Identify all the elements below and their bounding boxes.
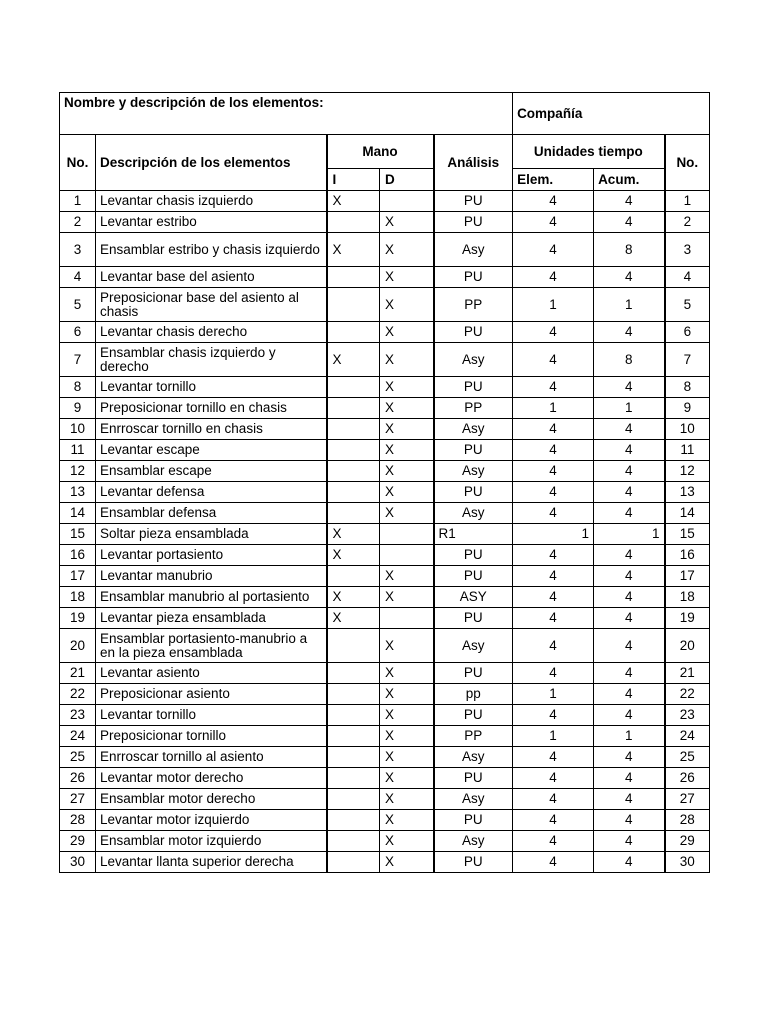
- table-row: [60, 747, 710, 768]
- row-description: Preposicionar base del asiento al chasis: [96, 288, 327, 322]
- row-mano-i: [327, 461, 380, 482]
- row-mano-d: X: [380, 419, 434, 440]
- elements-table: [59, 92, 710, 873]
- header-description: Descripción de los elementos: [96, 135, 327, 191]
- row-analisis: PU: [434, 545, 513, 566]
- header-analisis: Análisis: [434, 135, 513, 191]
- row-mano-d: X: [380, 322, 434, 343]
- row-analisis: PU: [434, 608, 513, 629]
- row-number-right: 2: [665, 212, 710, 233]
- row-elem: 4: [513, 608, 594, 629]
- row-number: 6: [60, 322, 96, 343]
- row-mano-d: X: [380, 461, 434, 482]
- table-row: [60, 440, 710, 461]
- row-mano-d: X: [380, 566, 434, 587]
- row-number: 26: [60, 768, 96, 789]
- row-mano-d: X: [380, 377, 434, 398]
- table-row: [60, 461, 710, 482]
- form-title: Nombre y descripción de los elementos:: [60, 93, 513, 135]
- row-description: Ensamblar motor izquierdo: [96, 831, 327, 852]
- row-number: 1: [60, 191, 96, 212]
- row-mano-i: [327, 768, 380, 789]
- table-row: [60, 852, 710, 873]
- row-description: Levantar portasiento: [96, 545, 327, 566]
- row-mano-i: [327, 288, 380, 322]
- row-mano-i: [327, 322, 380, 343]
- row-number-right: 27: [665, 789, 710, 810]
- row-analisis: PU: [434, 440, 513, 461]
- header-no: No.: [60, 135, 96, 191]
- row-mano-d: X: [380, 852, 434, 873]
- row-description: Levantar tornillo: [96, 377, 327, 398]
- row-mano-i: [327, 377, 380, 398]
- row-description: Ensamblar escape: [96, 461, 327, 482]
- row-number-right: 6: [665, 322, 710, 343]
- row-analisis: PU: [434, 322, 513, 343]
- row-acum: 4: [594, 852, 665, 873]
- row-description: Levantar chasis izquierdo: [96, 191, 327, 212]
- row-elem: 4: [513, 440, 594, 461]
- row-elem: 4: [513, 629, 594, 663]
- row-elem: 4: [513, 831, 594, 852]
- row-acum: 1: [594, 524, 665, 545]
- row-elem: 4: [513, 663, 594, 684]
- row-number: 25: [60, 747, 96, 768]
- row-analisis: Asy: [434, 419, 513, 440]
- row-mano-d: X: [380, 503, 434, 524]
- row-number-right: 9: [665, 398, 710, 419]
- row-mano-i: [327, 705, 380, 726]
- row-description: Enrroscar tornillo al asiento: [96, 747, 327, 768]
- row-mano-d: X: [380, 705, 434, 726]
- row-description: Levantar asiento: [96, 663, 327, 684]
- row-number: 2: [60, 212, 96, 233]
- row-number: 24: [60, 726, 96, 747]
- row-acum: 4: [594, 587, 665, 608]
- row-mano-d: X: [380, 398, 434, 419]
- row-mano-i: [327, 419, 380, 440]
- row-number: 8: [60, 377, 96, 398]
- row-number: 4: [60, 267, 96, 288]
- row-description: Preposicionar tornillo en chasis: [96, 398, 327, 419]
- row-description: Levantar manubrio: [96, 566, 327, 587]
- row-description: Ensamblar manubrio al portasiento: [96, 587, 327, 608]
- row-description: Preposicionar tornillo: [96, 726, 327, 747]
- row-number-right: 14: [665, 503, 710, 524]
- row-number-right: 8: [665, 377, 710, 398]
- row-analisis: Asy: [434, 233, 513, 267]
- row-number: 30: [60, 852, 96, 873]
- row-analisis: Asy: [434, 503, 513, 524]
- row-mano-d: X: [380, 440, 434, 461]
- table-row: [60, 233, 710, 267]
- row-mano-i: [327, 663, 380, 684]
- row-mano-d: X: [380, 747, 434, 768]
- header-acum: Acum.: [594, 169, 665, 191]
- row-mano-i: [327, 747, 380, 768]
- row-mano-i: [327, 440, 380, 461]
- header-no-right: No.: [665, 135, 710, 191]
- row-acum: 8: [594, 343, 665, 377]
- row-number: 17: [60, 566, 96, 587]
- row-elem: 1: [513, 684, 594, 705]
- row-number: 28: [60, 810, 96, 831]
- row-mano-d: [380, 608, 434, 629]
- row-mano-i: [327, 789, 380, 810]
- row-number: 22: [60, 684, 96, 705]
- row-analisis: PP: [434, 726, 513, 747]
- row-description: Levantar pieza ensamblada: [96, 608, 327, 629]
- row-acum: 4: [594, 267, 665, 288]
- table-row: [60, 524, 710, 545]
- table-row: [60, 377, 710, 398]
- row-acum: 4: [594, 322, 665, 343]
- row-description: Ensamblar motor derecho: [96, 789, 327, 810]
- row-elem: 4: [513, 768, 594, 789]
- row-mano-d: X: [380, 343, 434, 377]
- row-mano-i: [327, 629, 380, 663]
- row-elem: 4: [513, 705, 594, 726]
- row-acum: 4: [594, 663, 665, 684]
- row-analisis: PU: [434, 212, 513, 233]
- table-row: [60, 566, 710, 587]
- row-number: 15: [60, 524, 96, 545]
- table-row: [60, 705, 710, 726]
- row-acum: 4: [594, 684, 665, 705]
- row-analisis: Asy: [434, 629, 513, 663]
- header-row: [60, 135, 710, 169]
- row-description: Levantar base del asiento: [96, 267, 327, 288]
- row-mano-i: [327, 398, 380, 419]
- row-elem: 4: [513, 191, 594, 212]
- row-mano-i: [327, 810, 380, 831]
- row-elem: 4: [513, 377, 594, 398]
- row-mano-i: X: [327, 608, 380, 629]
- table-row: [60, 191, 710, 212]
- row-analisis: PP: [434, 288, 513, 322]
- row-number: 18: [60, 587, 96, 608]
- row-number: 21: [60, 663, 96, 684]
- time-study-sheet: [59, 92, 709, 873]
- row-number-right: 5: [665, 288, 710, 322]
- table-row: [60, 629, 710, 663]
- row-mano-i: X: [327, 343, 380, 377]
- row-acum: 4: [594, 747, 665, 768]
- row-number-right: 1: [665, 191, 710, 212]
- row-number: 16: [60, 545, 96, 566]
- row-mano-i: [327, 831, 380, 852]
- row-acum: 1: [594, 398, 665, 419]
- table-row: [60, 608, 710, 629]
- row-acum: 4: [594, 461, 665, 482]
- row-number-right: 13: [665, 482, 710, 503]
- table-row: [60, 482, 710, 503]
- title-row: [60, 93, 710, 135]
- row-number-right: 4: [665, 267, 710, 288]
- row-acum: 4: [594, 191, 665, 212]
- row-number: 27: [60, 789, 96, 810]
- row-number-right: 7: [665, 343, 710, 377]
- row-mano-i: [327, 503, 380, 524]
- row-mano-d: X: [380, 684, 434, 705]
- row-number-right: 12: [665, 461, 710, 482]
- row-mano-i: [327, 212, 380, 233]
- table-row: [60, 267, 710, 288]
- header-mano: Mano: [327, 135, 434, 169]
- row-number-right: 26: [665, 768, 710, 789]
- row-number: 10: [60, 419, 96, 440]
- row-mano-d: X: [380, 233, 434, 267]
- table-row: [60, 789, 710, 810]
- row-elem: 4: [513, 461, 594, 482]
- table-row: [60, 419, 710, 440]
- row-mano-d: [380, 545, 434, 566]
- row-mano-d: X: [380, 482, 434, 503]
- row-description: Soltar pieza ensamblada: [96, 524, 327, 545]
- row-analisis: Asy: [434, 789, 513, 810]
- row-mano-i: X: [327, 587, 380, 608]
- row-number-right: 17: [665, 566, 710, 587]
- table-row: [60, 684, 710, 705]
- row-number-right: 11: [665, 440, 710, 461]
- row-acum: 4: [594, 831, 665, 852]
- row-mano-d: X: [380, 629, 434, 663]
- row-number-right: 16: [665, 545, 710, 566]
- header-elem: Elem.: [513, 169, 594, 191]
- row-analisis: ASY: [434, 587, 513, 608]
- table-row: [60, 212, 710, 233]
- row-acum: 4: [594, 440, 665, 461]
- row-elem: 4: [513, 482, 594, 503]
- row-number: 7: [60, 343, 96, 377]
- row-acum: 4: [594, 419, 665, 440]
- row-mano-d: X: [380, 726, 434, 747]
- table-row: [60, 831, 710, 852]
- row-analisis: R1: [434, 524, 513, 545]
- row-mano-i: [327, 566, 380, 587]
- header-unidades-tiempo: Unidades tiempo: [513, 135, 665, 169]
- row-acum: 4: [594, 629, 665, 663]
- row-acum: 4: [594, 608, 665, 629]
- row-acum: 8: [594, 233, 665, 267]
- header-mano-i: I: [327, 169, 380, 191]
- row-analisis: pp: [434, 684, 513, 705]
- row-mano-i: [327, 267, 380, 288]
- table-row: [60, 768, 710, 789]
- row-acum: 4: [594, 503, 665, 524]
- row-analisis: PU: [434, 705, 513, 726]
- row-elem: 4: [513, 343, 594, 377]
- row-description: Levantar estribo: [96, 212, 327, 233]
- row-acum: 4: [594, 545, 665, 566]
- row-elem: 1: [513, 398, 594, 419]
- row-description: Enrroscar tornillo en chasis: [96, 419, 327, 440]
- row-elem: 1: [513, 726, 594, 747]
- row-mano-d: [380, 191, 434, 212]
- row-mano-d: X: [380, 288, 434, 322]
- row-analisis: Asy: [434, 831, 513, 852]
- row-number-right: 29: [665, 831, 710, 852]
- row-analisis: PU: [434, 663, 513, 684]
- row-description: Ensamblar defensa: [96, 503, 327, 524]
- row-number: 11: [60, 440, 96, 461]
- row-mano-d: [380, 524, 434, 545]
- table-row: [60, 398, 710, 419]
- row-number: 13: [60, 482, 96, 503]
- row-acum: 1: [594, 726, 665, 747]
- row-acum: 1: [594, 288, 665, 322]
- row-mano-i: X: [327, 524, 380, 545]
- row-analisis: Asy: [434, 747, 513, 768]
- row-number: 14: [60, 503, 96, 524]
- table-row: [60, 503, 710, 524]
- row-elem: 4: [513, 810, 594, 831]
- row-description: Ensamblar portasiento-manubrio a en la pieza ensamblada: [96, 629, 327, 663]
- row-number-right: 20: [665, 629, 710, 663]
- row-mano-d: X: [380, 663, 434, 684]
- row-description: Ensamblar chasis izquierdo y derecho: [96, 343, 327, 377]
- row-elem: 4: [513, 587, 594, 608]
- row-number-right: 19: [665, 608, 710, 629]
- row-number: 12: [60, 461, 96, 482]
- row-acum: 4: [594, 810, 665, 831]
- table-row: [60, 322, 710, 343]
- row-number-right: 23: [665, 705, 710, 726]
- table-row: [60, 663, 710, 684]
- row-number-right: 15: [665, 524, 710, 545]
- row-elem: 4: [513, 233, 594, 267]
- row-elem: 4: [513, 212, 594, 233]
- row-acum: 4: [594, 566, 665, 587]
- row-number-right: 25: [665, 747, 710, 768]
- row-analisis: Asy: [434, 343, 513, 377]
- row-mano-d: X: [380, 768, 434, 789]
- row-mano-d: X: [380, 831, 434, 852]
- row-acum: 4: [594, 768, 665, 789]
- row-elem: 1: [513, 288, 594, 322]
- row-number: 5: [60, 288, 96, 322]
- row-number: 3: [60, 233, 96, 267]
- row-mano-d: X: [380, 789, 434, 810]
- table-row: [60, 343, 710, 377]
- row-analisis: PU: [434, 377, 513, 398]
- row-acum: 4: [594, 212, 665, 233]
- row-mano-i: [327, 482, 380, 503]
- company-label: Compañía: [513, 93, 710, 135]
- table-row: [60, 587, 710, 608]
- row-elem: 4: [513, 566, 594, 587]
- row-analisis: PU: [434, 191, 513, 212]
- row-description: Levantar chasis derecho: [96, 322, 327, 343]
- row-elem: 4: [513, 267, 594, 288]
- row-number-right: 18: [665, 587, 710, 608]
- row-acum: 4: [594, 377, 665, 398]
- row-mano-i: X: [327, 191, 380, 212]
- row-mano-i: [327, 852, 380, 873]
- row-number-right: 24: [665, 726, 710, 747]
- row-acum: 4: [594, 789, 665, 810]
- row-number-right: 28: [665, 810, 710, 831]
- row-analisis: PU: [434, 267, 513, 288]
- row-number: 29: [60, 831, 96, 852]
- row-number-right: 3: [665, 233, 710, 267]
- row-elem: 1: [513, 524, 594, 545]
- row-analisis: PU: [434, 852, 513, 873]
- table-row: [60, 288, 710, 322]
- row-analisis: PU: [434, 482, 513, 503]
- row-number: 9: [60, 398, 96, 419]
- row-elem: 4: [513, 852, 594, 873]
- row-description: Levantar escape: [96, 440, 327, 461]
- row-description: Ensamblar estribo y chasis izquierdo: [96, 233, 327, 267]
- row-description: Levantar tornillo: [96, 705, 327, 726]
- row-mano-i: [327, 726, 380, 747]
- row-mano-d: X: [380, 212, 434, 233]
- row-mano-d: X: [380, 810, 434, 831]
- row-number-right: 22: [665, 684, 710, 705]
- row-elem: 4: [513, 322, 594, 343]
- row-number-right: 10: [665, 419, 710, 440]
- row-elem: 4: [513, 789, 594, 810]
- row-elem: 4: [513, 503, 594, 524]
- row-number-right: 30: [665, 852, 710, 873]
- row-mano-i: X: [327, 233, 380, 267]
- table-row: [60, 810, 710, 831]
- row-mano-d: X: [380, 267, 434, 288]
- row-acum: 4: [594, 482, 665, 503]
- row-number: 19: [60, 608, 96, 629]
- row-number: 23: [60, 705, 96, 726]
- header-mano-d: D: [380, 169, 434, 191]
- row-mano-i: [327, 684, 380, 705]
- row-elem: 4: [513, 545, 594, 566]
- row-acum: 4: [594, 705, 665, 726]
- row-analisis: PU: [434, 768, 513, 789]
- row-number-right: 21: [665, 663, 710, 684]
- row-description: Preposicionar asiento: [96, 684, 327, 705]
- row-number: 20: [60, 629, 96, 663]
- row-analisis: PP: [434, 398, 513, 419]
- row-description: Levantar llanta superior derecha: [96, 852, 327, 873]
- row-analisis: PU: [434, 810, 513, 831]
- row-mano-i: X: [327, 545, 380, 566]
- row-elem: 4: [513, 747, 594, 768]
- row-description: Levantar motor izquierdo: [96, 810, 327, 831]
- row-description: Levantar motor derecho: [96, 768, 327, 789]
- row-analisis: Asy: [434, 461, 513, 482]
- row-elem: 4: [513, 419, 594, 440]
- row-description: Levantar defensa: [96, 482, 327, 503]
- row-mano-d: X: [380, 587, 434, 608]
- table-row: [60, 545, 710, 566]
- table-row: [60, 726, 710, 747]
- row-analisis: PU: [434, 566, 513, 587]
